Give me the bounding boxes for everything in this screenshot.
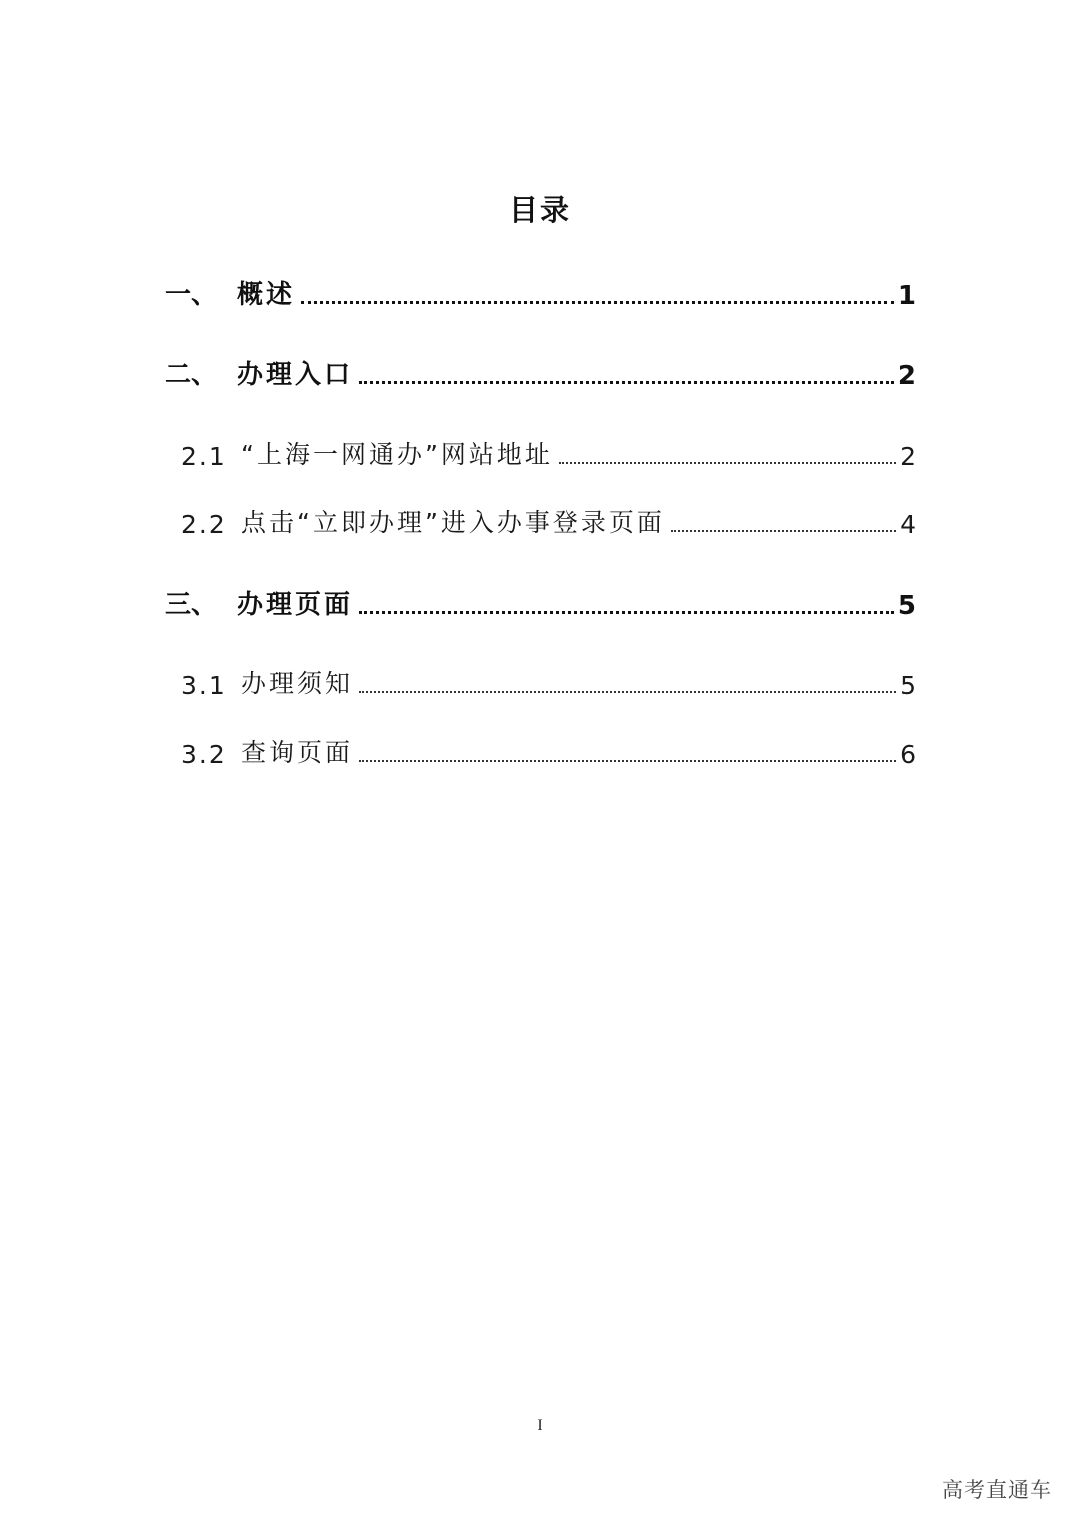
dot-leader [359,760,896,762]
toc-title: 目录 [508,193,571,227]
toc-entry-page: 6 [900,740,916,769]
toc-entry-number: 3.2 [181,740,227,769]
dot-leader [671,530,896,532]
toc-entry-number: 二、 [165,360,218,390]
dot-leader [559,462,896,464]
toc-entry-title: 办理须知 [241,669,354,698]
watermark: 高考直通车 [942,1478,1052,1502]
dot-leader [359,381,894,384]
toc-entry-entrance [165,354,916,391]
toc-entry-login-page [181,503,916,539]
toc-entry-overview [165,274,916,311]
toc-entry-website-address [181,435,916,471]
dot-leader [359,691,896,693]
page-number: I [537,1417,543,1434]
toc-entry-title: “上海一网通办”网站地址 [241,440,553,469]
toc-entry-handling-page [165,584,916,621]
toc-entry-page: 1 [897,281,916,311]
toc-entry-title: 办理页面 [237,590,354,620]
toc-entry-page: 5 [897,591,916,621]
toc-entry-number: 3.1 [181,671,227,700]
toc-entry-page: 2 [897,361,916,391]
toc-entry-title: 办理入口 [237,360,354,390]
toc-entry-number: 2.2 [181,510,227,539]
toc-entry-query-page [181,733,916,769]
toc-entry-title: 点击“立即办理”进入办事登录页面 [241,508,665,537]
dot-leader [359,611,894,614]
toc-entry-title: 概述 [237,280,296,310]
toc-entry-instructions [181,664,916,700]
toc-entry-page: 5 [900,671,916,700]
toc-entry-title: 查询页面 [241,738,354,767]
toc-entry-number: 一、 [165,280,218,310]
toc-entry-page: 4 [900,510,916,539]
dot-leader [301,301,894,304]
toc-entry-page: 2 [900,442,916,471]
toc-entry-number: 2.1 [181,442,227,471]
toc-entry-number: 三、 [165,590,218,620]
